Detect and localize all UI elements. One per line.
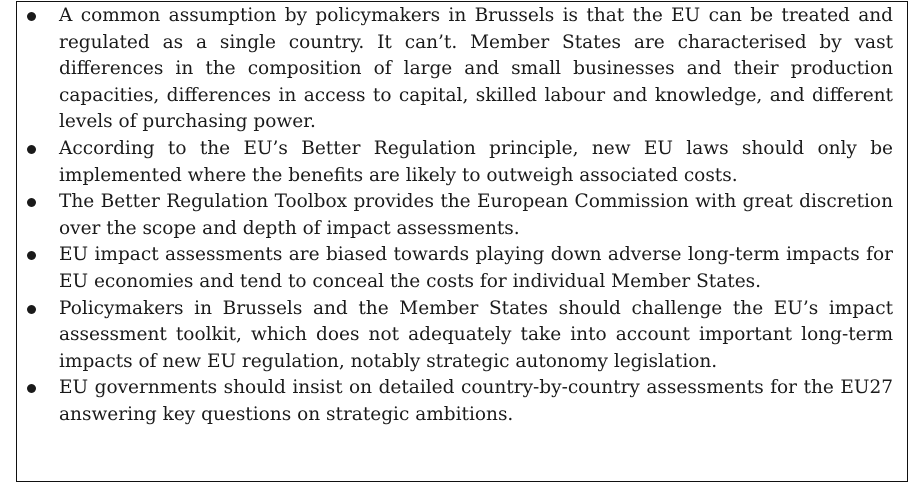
bullet-icon <box>27 305 36 314</box>
bullet-icon <box>27 198 36 207</box>
key-point-text: According to the EU’s Better Regulation principle, new EU laws should only be implemented where the benefits are likely to outweigh associated costs. <box>59 137 893 186</box>
key-point-text: Policymakers in Brussels and the Member States should challenge the EU’s impact assessment toolkit, which does not adequately take into account important long-term impacts of new EU regulation, notably strategic autonomy legislation. <box>59 297 893 372</box>
bullet-icon <box>27 384 36 393</box>
key-point-5 <box>17 296 907 376</box>
key-points-list <box>17 3 907 429</box>
key-point-4 <box>17 242 907 295</box>
key-point-2 <box>17 136 907 189</box>
key-point-3 <box>17 189 907 242</box>
key-point-text: EU governments should insist on detailed country-by-country assessments for the EU27 answering key questions on strategic ambitions. <box>59 377 893 425</box>
bullet-icon <box>27 145 36 154</box>
key-point-text: The Better Regulation Toolbox provides the European Commission with great discretion over the scope and depth of impact assessments. <box>59 191 893 239</box>
bullet-icon <box>27 251 36 260</box>
key-point-text: A common assumption by policymakers in Brussels is that the EU can be treated and regulated as a single country. It can’t. Member States are characterised by vast differences in the composition of large and small businesses and their production capacities, differences in access to capital, skilled labour and knowledge, and different levels of purchasing power. <box>59 5 893 133</box>
key-points-box <box>16 1 908 482</box>
key-point-1 <box>17 3 907 136</box>
bullet-icon <box>27 12 36 21</box>
key-point-text: EU impact assessments are biased towards playing down adverse long-term impacts for EU economies and tend to conceal the costs for individual Member States. <box>59 244 893 292</box>
key-point-6 <box>17 375 907 428</box>
